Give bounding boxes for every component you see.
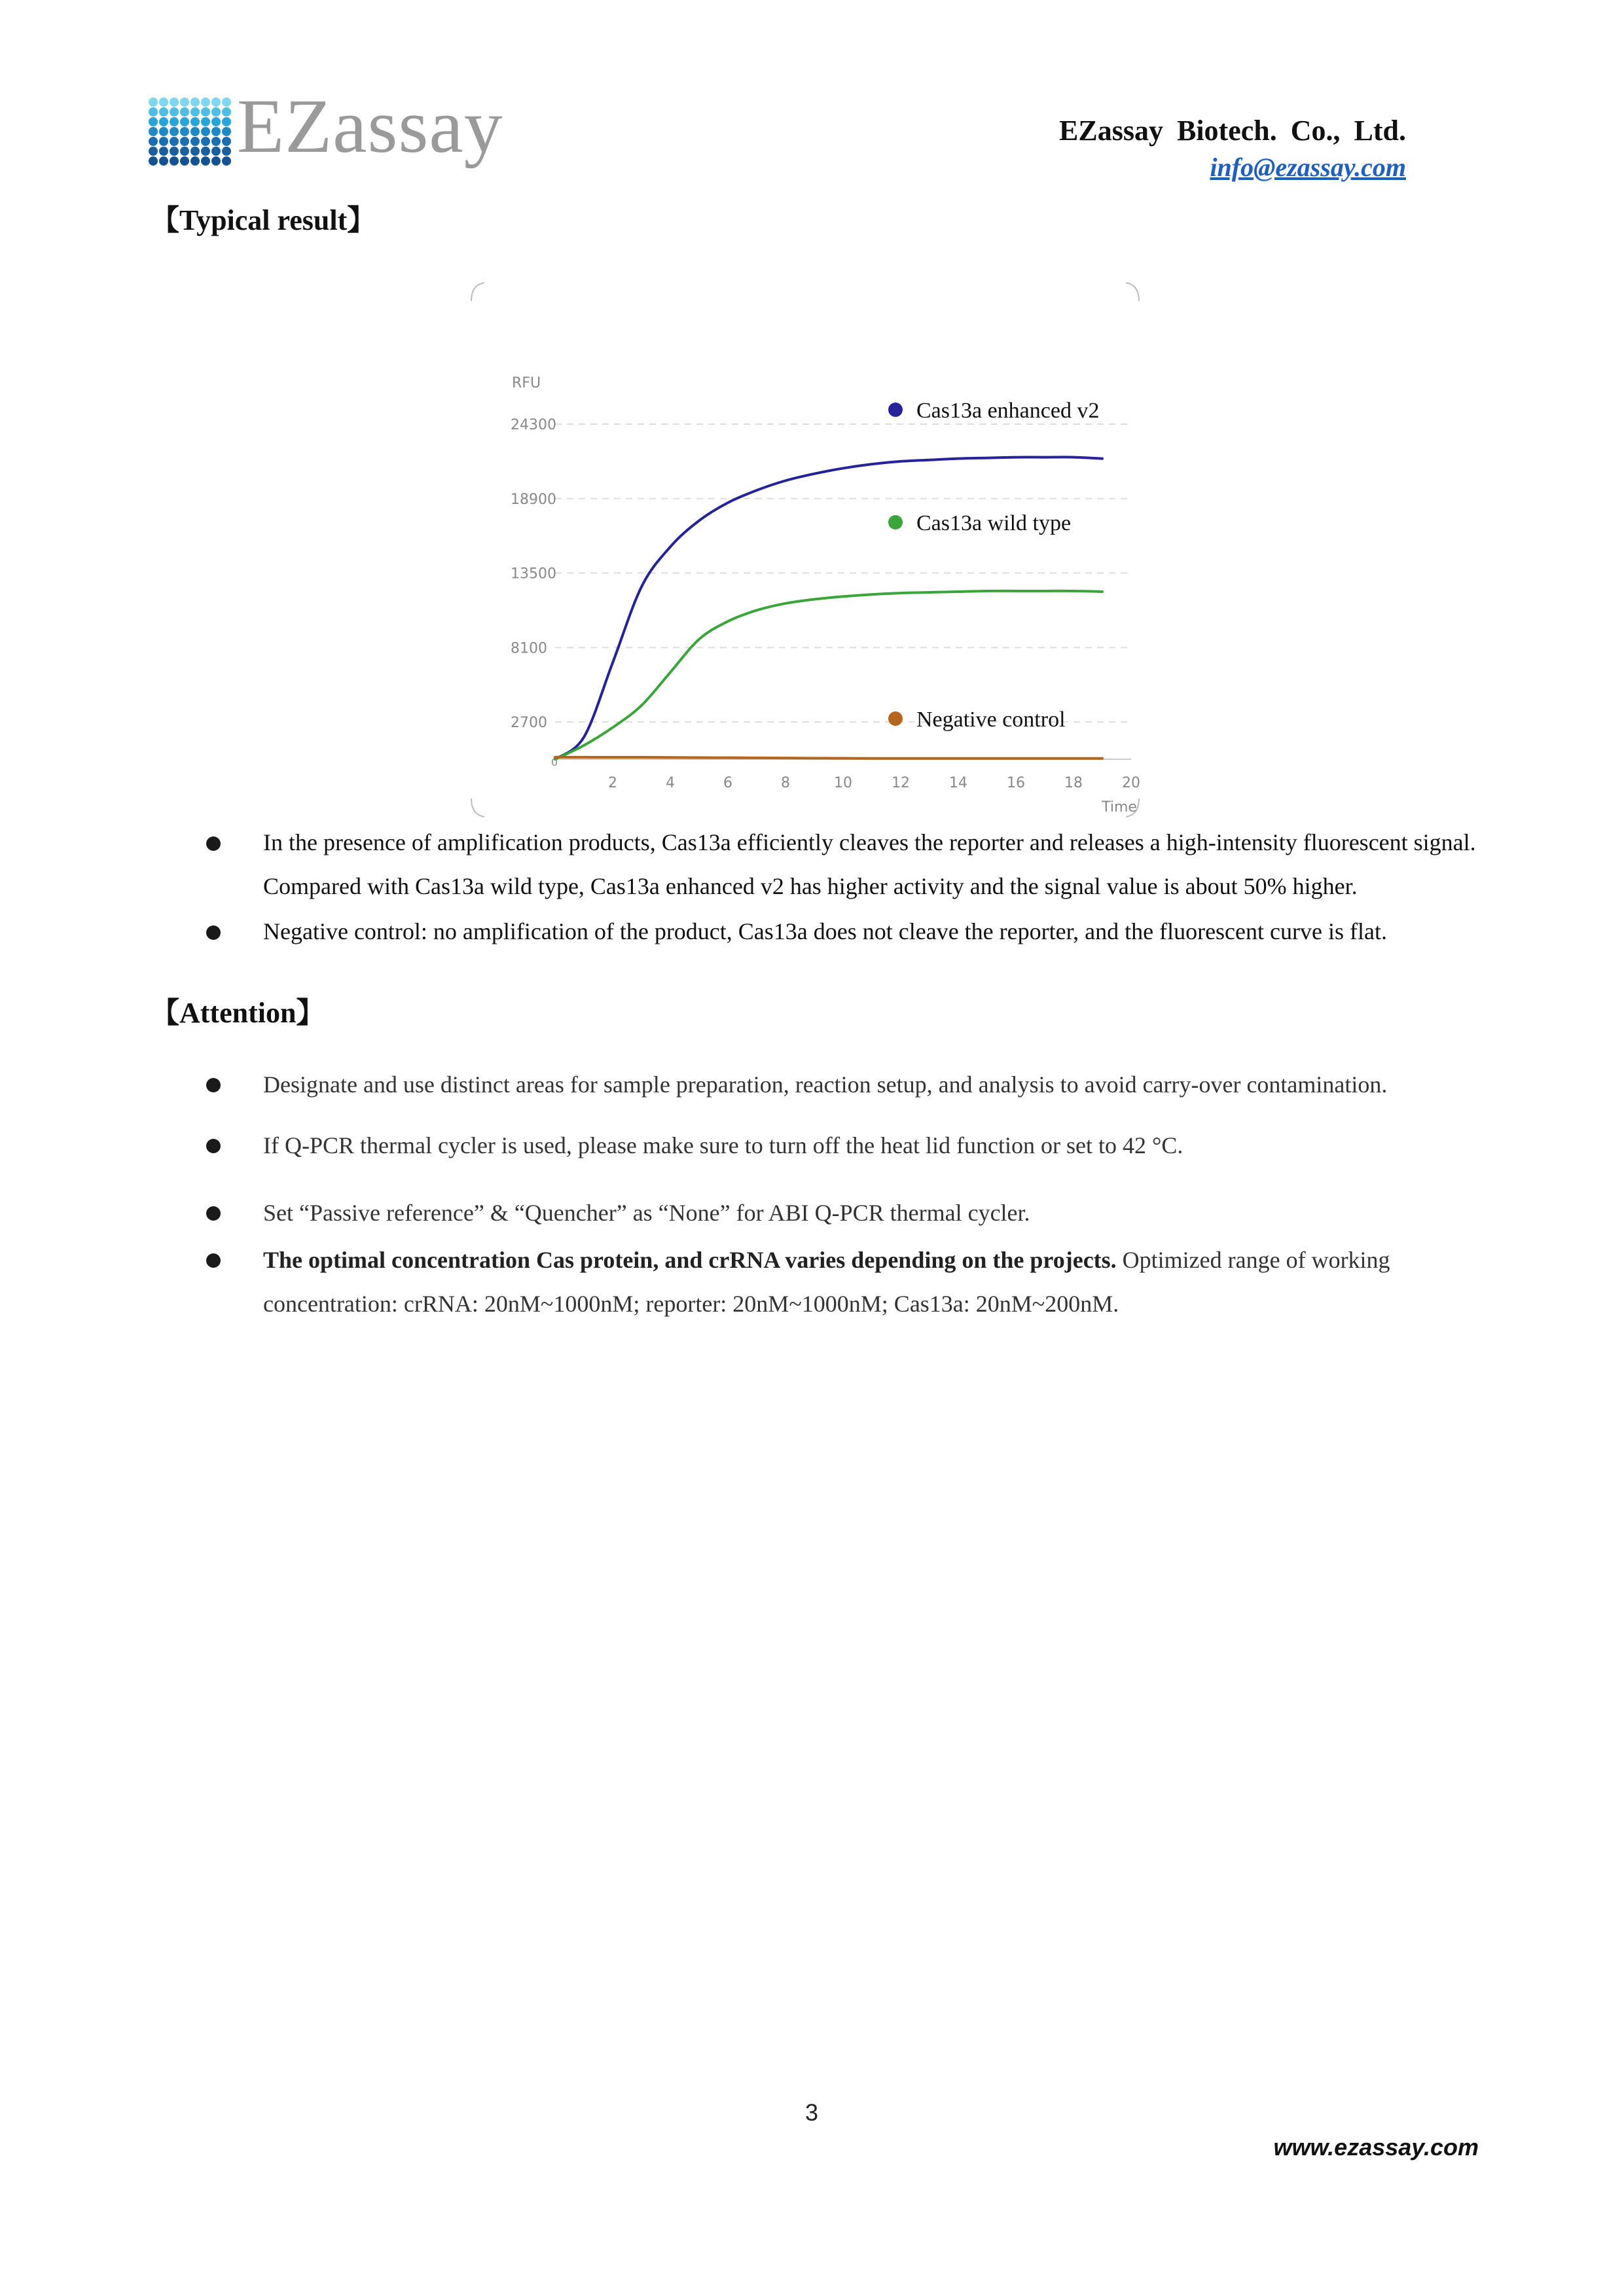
- company-name: EZassay Biotech. Co., Ltd.: [1059, 115, 1406, 147]
- result-bullet-1: In the presence of amplification products, Cas13a efficiently cleaves the reporter and releases a high-intensity fluorescent signal. Compared with Cas13a wild type, Cas13a enhanced v2 has higher activity and the signal value is about 50% higher.: [263, 829, 1476, 899]
- logo-dot: [159, 117, 168, 126]
- logo-dot: [190, 98, 200, 107]
- logo-dot: [180, 98, 189, 107]
- logo-icon: [148, 97, 233, 168]
- logo-dot: [201, 137, 210, 146]
- legend-label-negative-control: Negative control: [916, 708, 1066, 732]
- logo-dot: [180, 117, 189, 126]
- logo-text: EZassay: [237, 83, 503, 169]
- origin-label: 0: [551, 756, 558, 768]
- logo-dot: [159, 107, 168, 117]
- series-line-cas13a-wild-type: [555, 591, 1102, 759]
- logo-dot: [170, 156, 179, 166]
- bullet-dot: [206, 836, 221, 851]
- x-tick-label: 8: [781, 775, 790, 791]
- logo-dot: [190, 107, 200, 117]
- logo-dot: [222, 127, 231, 136]
- website-link[interactable]: www.ezassay.com: [1273, 2134, 1479, 2161]
- y-tick-label: 8100: [511, 640, 547, 657]
- logo-dot: [149, 156, 158, 166]
- logo-dot: [149, 98, 158, 107]
- x-tick-label: 20: [1122, 775, 1140, 791]
- logo-dot: [201, 107, 210, 117]
- logo-dot: [170, 137, 179, 146]
- logo-dot: [222, 137, 231, 146]
- attention-bullet-4-text: Optimized range of working concentration: crRNA: 20nM~1000nM; reporter: 20nM~1000nM; Cas13a: 20nM~200nM.: [263, 1247, 1390, 1317]
- chart-frame-corner: [471, 798, 484, 817]
- logo-dot: [190, 147, 200, 156]
- logo-dot: [211, 98, 221, 107]
- bullet-dot: [206, 925, 221, 940]
- chart-frame-corner: [1126, 283, 1139, 301]
- legend-marker-cas13a-enhanced-v2: [888, 403, 903, 417]
- logo-dot: [222, 147, 231, 156]
- logo-dot: [190, 127, 200, 136]
- logo-dot: [159, 98, 168, 107]
- chart-frame-corner: [471, 283, 484, 301]
- bullet-dot: [206, 1206, 221, 1221]
- x-tick-label: 4: [666, 775, 675, 791]
- legend-marker-cas13a-wild-type: [888, 515, 903, 529]
- y-axis-label: RFU: [512, 375, 541, 391]
- fluorescence-chart: [458, 275, 1152, 825]
- logo-dot: [190, 137, 200, 146]
- logo-dot: [211, 137, 221, 146]
- logo-dot: [159, 137, 168, 146]
- attention-bullet-4-bold: The optimal concentration Cas protein, and crRNA varies depending on the projects.: [263, 1247, 1117, 1273]
- logo-dot: [159, 127, 168, 136]
- logo-dot: [211, 156, 221, 166]
- logo-dot: [170, 107, 179, 117]
- bullet-dot: [206, 1078, 221, 1092]
- logo-dot: [211, 127, 221, 136]
- series-line-negative-control: [555, 757, 1102, 759]
- logo-dot: [159, 147, 168, 156]
- logo-dot: [190, 156, 200, 166]
- x-tick-label: 14: [949, 775, 967, 791]
- logo-dot: [170, 147, 179, 156]
- section-heading-attention: 【Attention】: [151, 997, 325, 1029]
- attention-bullet-4: [263, 1238, 1487, 1326]
- email-link[interactable]: info@ezassay.com: [1210, 152, 1406, 182]
- logo-dot: [149, 137, 158, 146]
- logo-dot: [190, 117, 200, 126]
- section-heading-typical-result: 【Typical result】: [151, 204, 376, 236]
- logo-dot: [170, 127, 179, 136]
- logo-dot: [222, 156, 231, 166]
- logo-dot: [211, 117, 221, 126]
- x-tick-label: 16: [1007, 775, 1025, 791]
- bullet-dot: [206, 1253, 221, 1268]
- attention-bullet-1: Designate and use distinct areas for sample preparation, reaction setup, and analysis to avoid carry-over contamination.: [263, 1071, 1388, 1098]
- x-tick-label: 10: [834, 775, 852, 791]
- y-tick-label: 24300: [511, 417, 556, 433]
- logo-dot: [170, 98, 179, 107]
- result-bullet-2: Negative control: no amplification of the product, Cas13a does not cleave the reporter, and the fluorescent curve is flat.: [263, 918, 1387, 944]
- legend-label-cas13a-wild-type: Cas13a wild type: [916, 511, 1072, 535]
- logo-dot: [201, 147, 210, 156]
- y-tick-label: 13500: [511, 565, 556, 583]
- logo-dot: [149, 117, 158, 126]
- logo-dot: [201, 117, 210, 126]
- logo-dot: [149, 127, 158, 136]
- x-axis-label: Time: [1102, 799, 1137, 816]
- logo-dot: [180, 147, 189, 156]
- x-tick-label: 2: [608, 775, 617, 791]
- logo-dot: [201, 127, 210, 136]
- logo-dot: [222, 107, 231, 117]
- legend-label-cas13a-enhanced-v2: Cas13a enhanced v2: [916, 399, 1100, 423]
- x-tick-label: 6: [723, 775, 732, 791]
- y-tick-label: 2700: [511, 715, 547, 732]
- logo-dot: [170, 117, 179, 126]
- logo-dot: [222, 117, 231, 126]
- logo-dot: [180, 127, 189, 136]
- logo-dot: [180, 107, 189, 117]
- logo-dot: [211, 147, 221, 156]
- page-number: 3: [804, 2099, 819, 2126]
- x-tick-label: 18: [1064, 775, 1083, 791]
- logo-dot: [180, 137, 189, 146]
- logo-dot: [222, 98, 231, 107]
- logo-dot: [201, 98, 210, 107]
- attention-bullet-2: If Q-PCR thermal cycler is used, please make sure to turn off the heat lid function or set to 42 °C.: [263, 1132, 1183, 1158]
- y-tick-label: 18900: [511, 491, 556, 508]
- attention-bullet-3: Set “Passive reference” & “Quencher” as “None” for ABI Q-PCR thermal cycler.: [263, 1200, 1030, 1226]
- logo-dot: [201, 156, 210, 166]
- logo-dot: [149, 147, 158, 156]
- logo-dot: [211, 107, 221, 117]
- logo-dot: [159, 156, 168, 166]
- x-tick-label: 12: [892, 775, 910, 791]
- legend-marker-negative-control: [888, 711, 903, 726]
- logo-dot: [149, 107, 158, 117]
- bullet-dot: [206, 1139, 221, 1153]
- logo-dot: [180, 156, 189, 166]
